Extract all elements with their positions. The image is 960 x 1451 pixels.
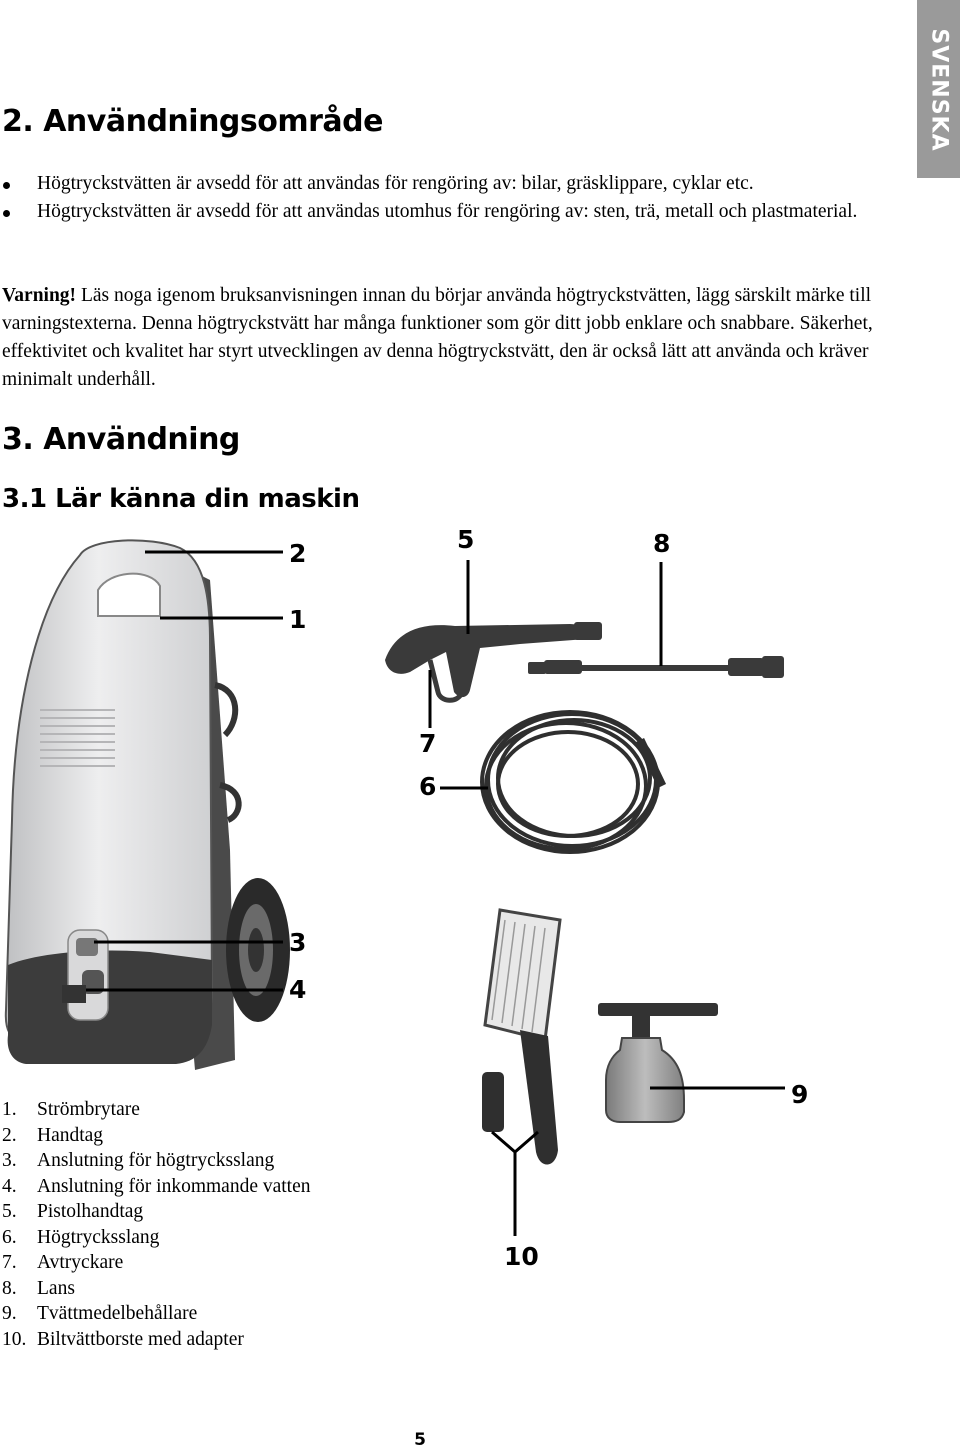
hose-image bbox=[482, 712, 662, 852]
callout-number: 8 bbox=[653, 529, 671, 558]
warning-text: Läs noga igenom bruksanvisningen innan du börjar använda högtryckstvätten, lägg särskilt märke till varningstexterna. Denna högtryckstvätt har många funktioner som gör ditt jobb enklare och snabbare. Säkerhet, effektivitet och kvalitet har styrt utvecklingen av denna högtryckstvätt, den är också lätt att använda och kräver minimalt underhåll. bbox=[2, 285, 873, 390]
bullet-item: Högtryckstvätten är avsedd för att användas utomhus för rengöring av: sten, trä, metall och plastmaterial. bbox=[0, 198, 880, 226]
legend-item: 10. Biltvättborste med adapter bbox=[2, 1328, 244, 1350]
callout-number: 7 bbox=[419, 729, 437, 758]
callout-number: 4 bbox=[289, 975, 307, 1004]
legend-item: 4. Anslutning för inkommande vatten bbox=[2, 1175, 311, 1197]
callout-number: 5 bbox=[457, 525, 475, 554]
callout-number: 9 bbox=[791, 1080, 809, 1109]
page-number: 5 bbox=[414, 1430, 426, 1450]
callout-number: 10 bbox=[504, 1242, 539, 1271]
legend-item: 5. Pistolhandtag bbox=[2, 1201, 144, 1222]
section-3-1-subheading: 3.1 Lär känna din maskin bbox=[2, 484, 360, 514]
legend-item: 8. Lans bbox=[2, 1277, 75, 1299]
callout-number: 1 bbox=[289, 605, 307, 634]
language-tab-label: SVENSKA bbox=[926, 28, 951, 152]
bullet-item: Högtryckstvätten är avsedd för att användas för rengöring av: bilar, gräsklippare, cyklar etc. bbox=[0, 170, 880, 198]
warning-paragraph bbox=[2, 282, 902, 394]
detergent-bottle-image bbox=[598, 1003, 718, 1122]
callout-number: 6 bbox=[419, 772, 437, 801]
section-2-heading: 2. Användningsområde bbox=[2, 104, 383, 139]
legend-item: 9. Tvättmedelbehållare bbox=[2, 1303, 198, 1324]
warning-label: Varning! bbox=[2, 285, 77, 306]
legend-item: 6. Högtrycksslang bbox=[2, 1226, 160, 1248]
language-tab bbox=[917, 0, 960, 178]
legend-item: 1. Strömbrytare bbox=[2, 1099, 140, 1120]
callout-number: 2 bbox=[289, 539, 307, 568]
car-brush-image bbox=[482, 910, 560, 1165]
lance-image bbox=[528, 656, 784, 678]
parts-legend bbox=[2, 1097, 311, 1352]
usage-bullet-list bbox=[0, 170, 880, 226]
legend-item: 3. Anslutning för högtrycksslang bbox=[2, 1150, 275, 1171]
callout-number: 3 bbox=[289, 928, 307, 957]
legend-item: 7. Avtryckare bbox=[2, 1252, 124, 1273]
legend-item: 2. Handtag bbox=[2, 1124, 104, 1146]
section-3-heading: 3. Användning bbox=[2, 422, 240, 457]
